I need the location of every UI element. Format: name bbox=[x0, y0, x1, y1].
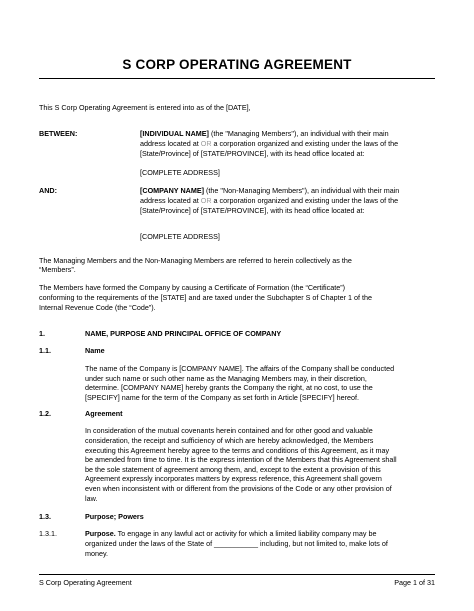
between-party-name: [INDIVIDUAL NAME] bbox=[140, 129, 209, 138]
between-or: OR bbox=[200, 139, 212, 148]
between-address: [COMPLETE ADDRESS] bbox=[140, 168, 220, 177]
formation-line1: The Members have formed the Company by causing a Certificate of Formation (the “Certificate”) bbox=[39, 283, 345, 292]
name-para-line1: The name of the Company is [COMPANY NAME]. The affairs of the Company shall be conducted bbox=[85, 364, 395, 373]
between-line1-rest: (the "Managing Members"), an individual with their main bbox=[208, 129, 389, 138]
section-1-number: 1. bbox=[39, 329, 45, 338]
section-1-1-number: 1.1. bbox=[39, 346, 51, 355]
footer-title: S Corp Operating Agreement bbox=[39, 578, 132, 587]
document-title: S CORP OPERATING AGREEMENT bbox=[122, 57, 352, 72]
section-1-2-title: Agreement bbox=[85, 409, 123, 418]
purpose-lead: Purpose. bbox=[85, 529, 116, 538]
and-address: [COMPLETE ADDRESS] bbox=[140, 232, 220, 241]
footer-page-number: Page 1 of 31 bbox=[394, 578, 435, 587]
and-line3: [State/Province] of [STATE/PROVINCE], with its head office located at: bbox=[140, 206, 365, 215]
formation-line3: Internal Revenue Code (the “Code”). bbox=[39, 303, 156, 312]
and-line1 bbox=[140, 186, 435, 196]
members-line1: The Managing Members and the Non-Managing Members are referred to herein collectively as the bbox=[39, 256, 352, 265]
and-party-name: [COMPANY NAME] bbox=[140, 186, 205, 195]
between-line3: [State/Province] of [STATE/PROVINCE], with its head office located at: bbox=[140, 149, 365, 158]
formation-line2: conforming to the requirements of the [STATE] and are taxed under the Subchapter S of Chapter 1 of the bbox=[39, 293, 372, 302]
name-para-line3: determine. [COMPANY NAME] hereby grants the Company the right, at no cost, to use the bbox=[85, 383, 373, 392]
name-para-line4: [SPECIFY] name for the term of the Company as set forth in Article [SPECIFY] hereof. bbox=[85, 393, 360, 402]
and-line2: address located at OR a corporation organized and existing under the laws of the bbox=[140, 196, 399, 205]
section-1-1-title: Name bbox=[85, 346, 105, 355]
footer-divider bbox=[39, 574, 435, 575]
between-line1 bbox=[140, 129, 435, 139]
section-1-3-1-number: 1.3.1. bbox=[39, 529, 57, 538]
agreement-line6: Agreement expressly incorporates matters by express reference, this Agreement shall govern bbox=[85, 474, 382, 483]
section-1-title: NAME, PURPOSE AND PRINCIPAL OFFICE OF COMPANY bbox=[85, 329, 282, 338]
agreement-line4: be amended from time to time. It is the express intention of the Members that this Agreement shall bbox=[85, 455, 397, 464]
and-label: AND: bbox=[39, 186, 57, 195]
purpose-line2: organized under the laws of the State of ___________ including, but not limited to, make lots of bbox=[85, 539, 388, 548]
agreement-line3: executing this Agreement hereby agree to the terms and conditions of this Agreement, as it may bbox=[85, 446, 390, 455]
and-or: OR bbox=[200, 196, 212, 205]
agreement-line1: In consideration of the mutual covenants herein contained and for other good and valuable bbox=[85, 426, 373, 435]
agreement-line8: law. bbox=[85, 494, 98, 503]
purpose-line1: Purpose. To engage in any lawful act or activity for which a limited liability company may be bbox=[85, 529, 377, 538]
title-divider bbox=[39, 78, 435, 79]
and-line1-rest: (the "Non-Managing Members"), an individual with their main bbox=[204, 186, 400, 195]
purpose-line3: money. bbox=[85, 549, 109, 558]
name-para-line2: under such name or such other name as the Managing Members may, in their discretion, bbox=[85, 374, 367, 383]
agreement-line2: consideration, the receipt and sufficiency of which are hereby acknowledged, the Members bbox=[85, 436, 374, 445]
between-line2: address located at OR a corporation organized and existing under the laws of the bbox=[140, 139, 399, 148]
between-label: BETWEEN: bbox=[39, 129, 78, 138]
section-1-3-title: Purpose; Powers bbox=[85, 512, 144, 521]
members-line2: “Members”. bbox=[39, 265, 76, 274]
agreement-line7: even when inconsistent with or different from the provisions of the Code or any other provision of bbox=[85, 484, 392, 493]
section-1-3-number: 1.3. bbox=[39, 512, 51, 521]
agreement-line5: be the sole statement of agreement among them, and, except to the extent a provision of this bbox=[85, 465, 381, 474]
intro-text: This S Corp Operating Agreement is entered into as of the [DATE], bbox=[39, 103, 251, 112]
section-1-2-number: 1.2. bbox=[39, 409, 51, 418]
